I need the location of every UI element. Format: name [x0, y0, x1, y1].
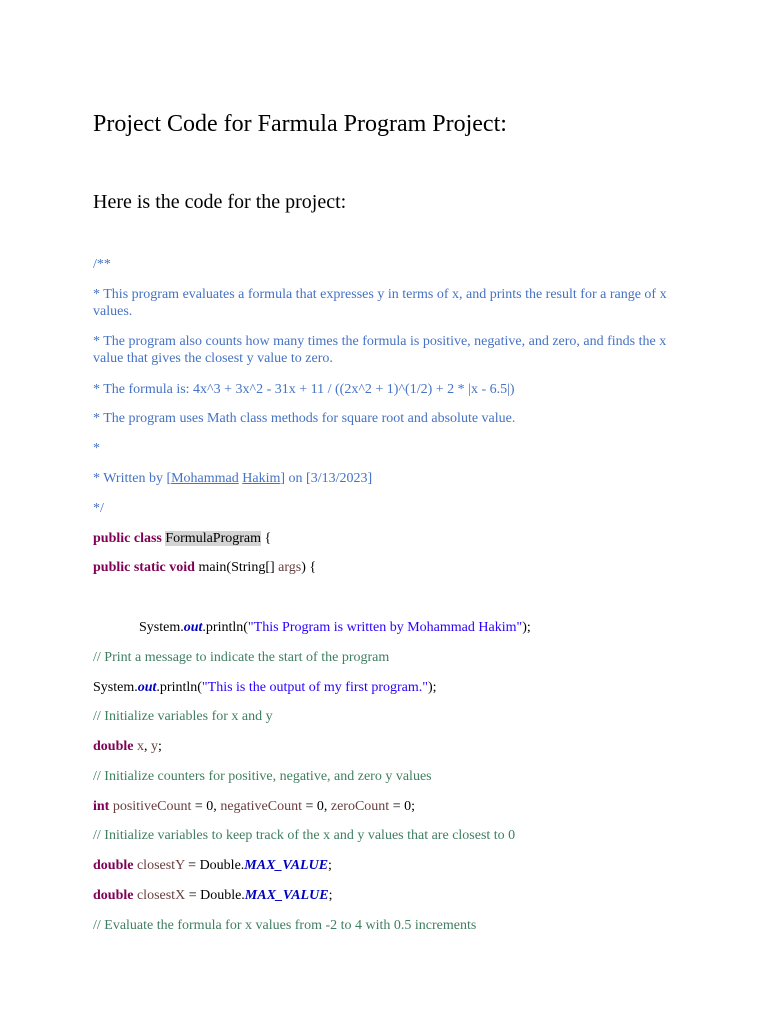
max-value-constant: MAX_VALUE: [244, 858, 329, 873]
brace-open: {: [261, 531, 272, 546]
println-call: .println(: [156, 680, 202, 695]
declare-xy-statement: [93, 738, 688, 755]
doc-comment-line-2: * The program also counts how many times the formula is positive, negative, and zero, and finds the x value that gives the closest y value to zero.: [93, 334, 667, 366]
doc-comment-close: */: [93, 501, 104, 516]
author-first-name-link[interactable]: Mohammad: [171, 471, 239, 486]
assign-double: = Double.: [185, 888, 245, 903]
code-comment-4: // Initialize variables to keep track of the x and y values that are closest to 0: [93, 828, 516, 843]
println-author-statement: [93, 619, 734, 636]
code-comment-5: // Evaluate the formula for x values from -2 to 4 with 0.5 increments: [93, 918, 477, 933]
keyword-double: double: [93, 739, 134, 754]
semicolon: ;: [328, 888, 333, 903]
code-comment-3: // Initialize counters for positive, negative, and zero y values: [93, 769, 432, 784]
assign-zero: = 0,: [301, 799, 331, 814]
declare-counters-statement: [93, 798, 688, 815]
declare-closest-y-statement: [93, 857, 688, 874]
main-signature-end: ) {: [301, 560, 317, 575]
string-literal-output: "This is the output of my first program.": [201, 680, 428, 695]
keyword-class: class: [133, 531, 162, 546]
assign-double: = Double.: [184, 858, 245, 873]
keyword-static: static: [133, 560, 166, 575]
variable-y: y: [150, 739, 158, 754]
system-ref: System.: [93, 680, 138, 695]
variable-negative-count: negativeCount: [220, 799, 302, 814]
keyword-public: public: [93, 531, 131, 546]
assign-zero: = 0,: [191, 799, 221, 814]
keyword-void: void: [169, 560, 195, 575]
class-name: FormulaProgram: [165, 531, 262, 546]
main-signature: main(String[]: [194, 560, 279, 575]
assign-zero-end: = 0;: [389, 799, 415, 814]
keyword-public: public: [93, 560, 131, 575]
keyword-double: double: [93, 888, 134, 903]
code-comment-2: // Initialize variables for x and y: [93, 709, 273, 724]
println-call: .println(: [202, 620, 248, 635]
written-by-prefix: * Written by [: [93, 471, 172, 486]
variable-closest-y: closestY: [136, 858, 185, 873]
declare-closest-x-statement: [93, 887, 688, 904]
semicolon: ;: [157, 739, 162, 754]
semicolon: ;: [328, 858, 332, 873]
doc-comment-line-3: * The formula is: 4x^3 + 3x^2 - 31x + 11 / ((2x^2 + 1)^(1/2) + 2 * |x - 6.5|): [93, 382, 515, 397]
main-method-declaration: [93, 559, 688, 576]
doc-comment-author-line: [93, 470, 688, 487]
println-close: );: [428, 680, 437, 695]
keyword-double: double: [93, 858, 134, 873]
author-last-name-link[interactable]: Hakim: [242, 471, 281, 486]
comma: ,: [143, 739, 151, 754]
doc-comment-line-4: * The program uses Math class methods for square root and absolute value.: [93, 411, 516, 426]
page-title: Project Code for Farmula Program Project:: [93, 111, 507, 137]
variable-closest-x: closestX: [136, 888, 186, 903]
code-comment-1: // Print a message to indicate the start of the program: [93, 650, 390, 665]
variable-positive-count: positiveCount: [112, 799, 192, 814]
out-field: out: [183, 620, 203, 635]
println-close: );: [522, 620, 531, 635]
class-declaration: [93, 530, 688, 547]
written-date: ] on [3/13/2023]: [280, 471, 373, 486]
keyword-int: int: [93, 799, 110, 814]
system-ref: System.: [139, 620, 184, 635]
args-param: args: [278, 560, 302, 575]
println-output-statement: [93, 679, 688, 696]
out-field: out: [137, 680, 157, 695]
doc-comment-open: /**: [93, 257, 111, 272]
doc-comment-line-5: *: [93, 441, 100, 456]
section-heading: Here is the code for the project:: [93, 191, 347, 213]
string-literal-author: "This Program is written by Mohammad Hakim": [247, 620, 523, 635]
variable-zero-count: zeroCount: [330, 799, 390, 814]
variable-x: x: [136, 739, 144, 754]
doc-comment-line-1: * This program evaluates a formula that expresses y in terms of x, and prints the result for a range of x values.: [93, 287, 667, 319]
max-value-constant: MAX_VALUE: [244, 888, 329, 903]
